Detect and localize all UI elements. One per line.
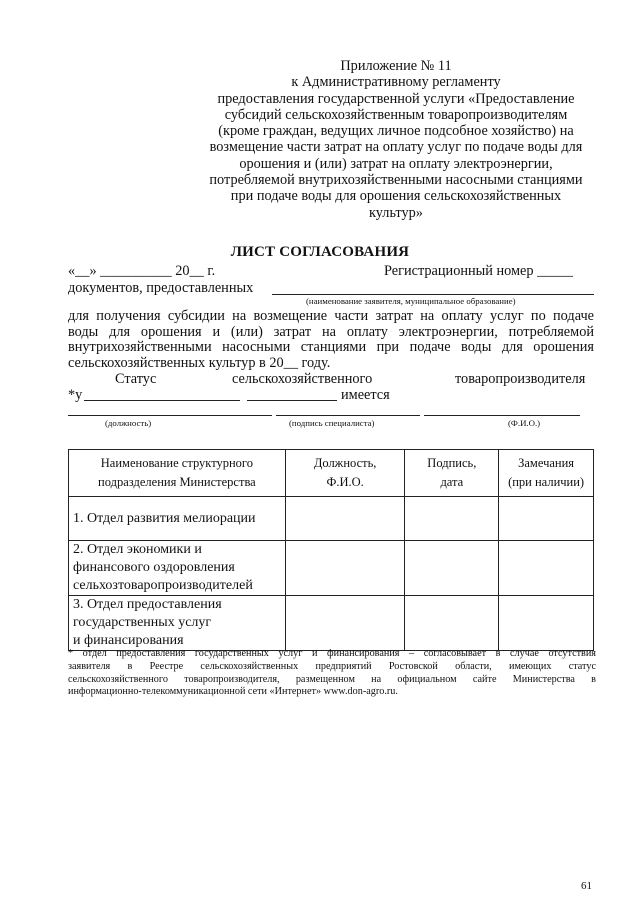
position-field-line [68, 415, 272, 416]
status-word: сельскохозяйственного [232, 371, 373, 387]
footnote-line: сельскохозяйственного товаропроизводителя, размещенном на официальном сайте Министерства в [68, 673, 596, 685]
status-prefix: *у [68, 387, 83, 403]
appendix-line: культур» [369, 204, 423, 221]
table-row [69, 497, 594, 541]
appendix-line: Приложение № 11 [340, 58, 452, 74]
document-title: ЛИСТ СОГЛАСОВАНИЯ [230, 244, 410, 260]
footnote [68, 648, 596, 699]
date-line: «__» __________ 20__ г. [68, 263, 216, 279]
footnote-line: информационно-телекоммуникационной сети «Интернет» www.don-agro.ru. [68, 686, 398, 698]
registration-number: Регистрационный номер _____ [384, 263, 573, 279]
paragraph-line: воды для орошения и (или) затрат на оплату электроэнергии, потребляемой [68, 323, 594, 340]
signature-date-cell[interactable] [405, 541, 499, 596]
signature-date-cell[interactable] [405, 497, 499, 541]
table-row [69, 541, 594, 596]
appendix-header [190, 58, 602, 221]
position-caption: (должность) [105, 418, 152, 428]
appendix-line: возмещение части затрат на оплату услуг по подаче воды для [209, 139, 583, 156]
remarks-cell[interactable] [499, 541, 594, 596]
purpose-paragraph [68, 309, 594, 371]
documents-submitted-label: документов, предоставленных [68, 280, 254, 296]
department-cell: 3. Отдел предоставления государственных услуг и финансирования [69, 596, 286, 651]
appendix-line: (кроме граждан, ведущих личное подсобное хозяйство) на [218, 123, 574, 140]
paragraph-line: для получения субсидии на возмещение части затрат на оплату услуг по подаче [68, 308, 594, 324]
position-name-cell[interactable] [285, 497, 405, 541]
status-word: товаропроизводителя [455, 371, 586, 387]
signature-date-cell[interactable] [405, 596, 499, 651]
appendix-line: при подаче воды для орошения сельскохозяйственных [230, 188, 562, 205]
table-header-row [69, 450, 594, 497]
column-header: Должность, Ф.И.О. [285, 450, 405, 497]
page-number: 61 [581, 880, 592, 892]
footnote-line: * отдел предоставления государственных услуг и финансирования – согласовывает в случае отсутствия [68, 648, 596, 659]
name-caption: (Ф.И.О.) [508, 418, 541, 428]
status-has: имеется [341, 387, 390, 403]
remarks-cell[interactable] [499, 596, 594, 651]
appendix-line: потребляемой внутрихозяйственными насосными станциями [209, 172, 583, 189]
appendix-line: орошения и (или) затрат на оплату электроэнергии, [239, 155, 553, 172]
status-word: Статус [115, 371, 157, 387]
appendix-line: предоставления государственной услуги «Предоставление [217, 90, 575, 107]
table-row [69, 596, 594, 651]
position-name-cell[interactable] [285, 596, 405, 651]
column-header: Замечания (при наличии) [499, 450, 594, 497]
department-cell: 2. Отдел экономики и финансового оздоровления сельхозтоваропроизводителей [69, 541, 286, 596]
signature-field-line [276, 415, 420, 416]
applicant-caption: (наименование заявителя, муниципальное образование) [306, 296, 516, 306]
appendix-line: к Административному регламенту [291, 74, 501, 91]
column-header: Наименование структурного подразделения Министерства [69, 450, 286, 497]
column-header: Подпись, дата [405, 450, 499, 497]
paragraph-line: внутрихозяйственными насосными станциями при подаче воды для орошения [68, 339, 594, 356]
footnote-line: заявителя в Реестре сельскохозяйственных предприятий Ростовской области, имеющих статус [68, 660, 596, 672]
remarks-cell[interactable] [499, 497, 594, 541]
applicant-field-line [272, 294, 594, 295]
name-field-line [424, 415, 580, 416]
department-cell: 1. Отдел развития мелиорации [69, 497, 286, 541]
appendix-line: субсидий сельскохозяйственным товаропроизводителям [224, 106, 568, 123]
approval-table [68, 449, 594, 651]
status-field-line [84, 400, 240, 401]
signature-caption: (подпись специалиста) [289, 418, 375, 428]
position-name-cell[interactable] [285, 541, 405, 596]
paragraph-line: сельскохозяйственных культур в 20__ году. [68, 354, 331, 371]
status-field-line [247, 400, 337, 401]
